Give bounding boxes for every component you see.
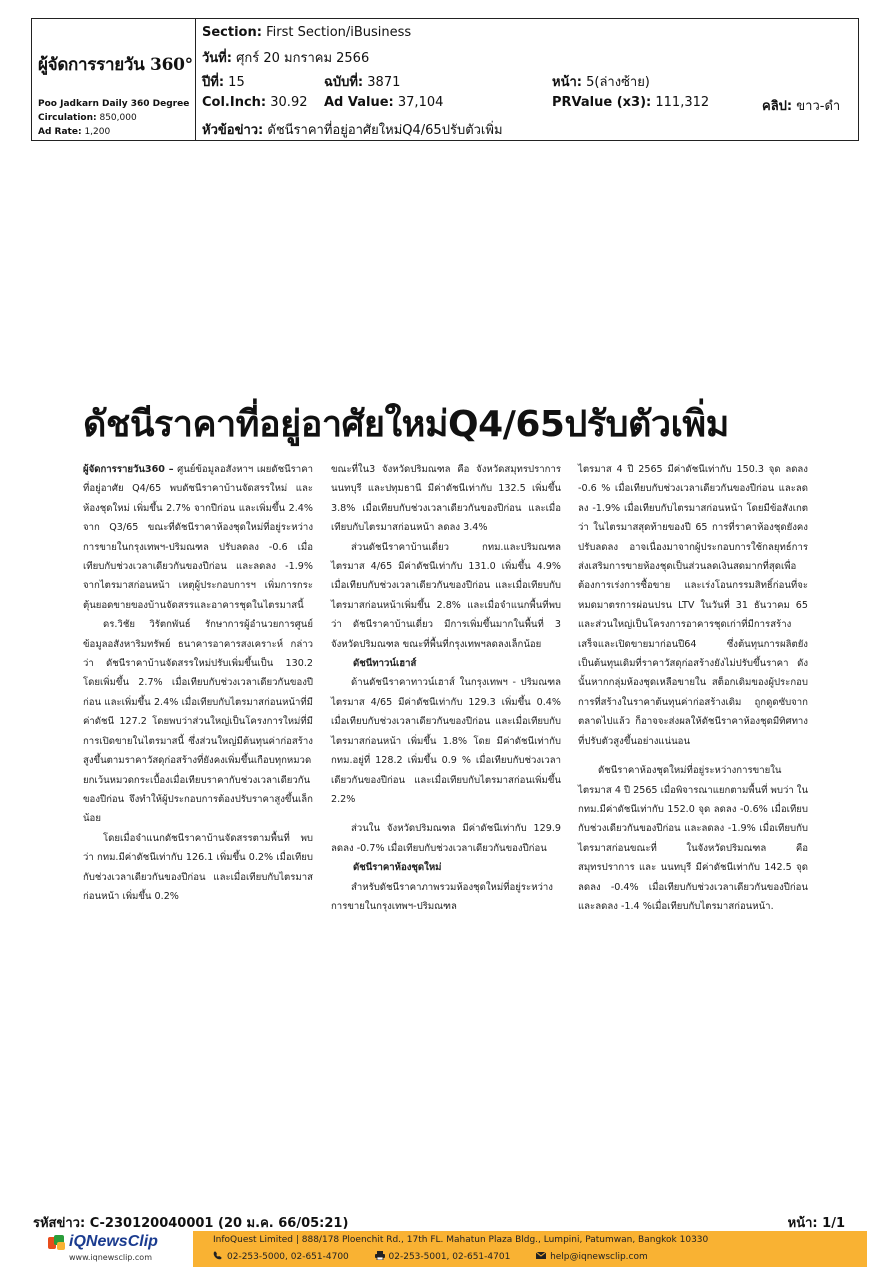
prvalue-field: PRValue (x3): 111,312 bbox=[552, 95, 710, 110]
subheading-condo: ดัชนีราคาห้องชุดใหม่ bbox=[353, 862, 442, 874]
company-address: InfoQuest Limited | 888/178 Ploenchit Rd., 17th FL. Mahatun Plaza Bldg., Lumpini, Patumwan, Bangkok 10330 bbox=[213, 1235, 709, 1245]
fax-icon bbox=[375, 1251, 385, 1260]
paragraph: ไตรมาส 4 ปี 2565 มีค่าดัชนีเท่ากับ 150.3 จุด ลดลง -0.6 % เมื่อเทียบกับช่วงเวลาเดียวกันของปีก่อน และลดลง -1.9% เมื่อเทียบกับไตรมาสก่อนหน้า โดยมีข้อสังเกตว่า ในไตรมาสสุดท้ายของปี 65 การที่ราคาห้องชุดยังคงปรับลดลง อาจเนื่องมาจากผู้ประกอบการใช้กลยุทธ์การส่งเสริมการขายห้องชุดเป็นส่วนลดเงินสดมากที่สุดเพื่อต้องการเร่งการซื้อขาย และเร่งโอนกรรมสิทธิ์ก่อนที่จะหมดมาตรการผ่อนปรน LTV ในวันที่ 31 ธันวาคม 65 และส่วนใหญ่เป็นโครงการอาคารชุดเก่าที่มีการสร้างเสร็จและเปิดขายมาก่อนปี64 ซึ่งต้นทุนการผลิตยังเป็นต้นทุนเดิมที่ราคาวัสดุก่อสร้างยังไม่ปรับขึ้นราคา ดังนั้นหากกลุ่มห้องชุดเหลือขายใน สต็อกเดิมของผู้ประกอบการที่สร้างในราคาต้นทุนค่าก่อสร้างเดิม ถูกดูดซับจากตลาดไปแล้ว ก็อาจจะส่งผลให้ดัชนีราคาห้องชุดมีทิศทางที่ปรับตัวสูงขึ้นอย่างแน่นอน bbox=[578, 464, 808, 747]
clip-logo-icon bbox=[48, 1235, 66, 1251]
page-field: หน้า: 5(ล่างซ้าย) bbox=[552, 75, 650, 90]
paragraph: ดัชนีราคาห้องชุดใหม่ที่อยู่ระหว่างการขายในไตรมาส 4 ปี 2565 เมื่อพิจารณาแยกตามพื้นที่ พบว่า ในกทม.มีค่าดัชนีเท่ากับ 152.0 จุด ลดลง -0.6% เมื่อเทียบกับช่วงเดียวกันของปีก่อน และลดลง -1.9% เมื่อเทียบกับไตรมาสก่อนขณะที่ ในจังหวัดปริมณฑล คือ สมุทรปราการ และ นนทบุรี มีค่าดัชนีเท่ากับ 142.5 จุด ลดลง -0.4% เมื่อเทียบกับช่วงเวลาเดียวกันของปีก่อน และลดลง -1.4 %เมื่อเทียบกับไตรมาสก่อนหน้า. bbox=[578, 765, 809, 912]
iqnewsclip-logo bbox=[33, 1231, 191, 1267]
footer-bar bbox=[33, 1231, 867, 1267]
section-row: Section: First Section/iBusiness bbox=[202, 25, 412, 40]
clip-field: คลิป: ขาว-ดำ bbox=[762, 99, 841, 114]
subheading-townhouse: ดัชนีทาวน์เฮาส์ bbox=[353, 658, 417, 670]
phone-icon bbox=[213, 1251, 223, 1260]
logo-text: iQNewsClip bbox=[69, 1233, 158, 1250]
article-column-3 bbox=[578, 460, 808, 916]
article-column-1 bbox=[83, 460, 313, 906]
article-headline: ดัชนีราคาที่อยู่อาศัยใหม่Q4/65ปรับตัวเพิ่ม bbox=[83, 404, 729, 445]
paragraph: ดร.วิชัย วิรัตกพันธ์ รักษาการผู้อำนวยการศูนย์ข้อมูลอสังหาริมทรัพย์ ธนาคารอาคารสงเคราะห์ กล่าวว่า ดัชนีราคาบ้านจัดสรรใหม่ปรับเพิ่มขึ้นเป็น 130.2 โดยเพิ่มขึ้น 2.7% เมื่อเทียบกับช่วงเวลาเดียวกันของปีก่อน และเพิ่มขึ้น 2.4% เมื่อเทียบกับไตรมาสก่อนหน้าที่มีค่าดัชนี 127.2 โดยพบว่าส่วนใหญ่เป็นโครงการใหม่ที่มีการเปิดขายในไตรมาสนี้ ซึ่งส่วนใหญ่มีต้นทุนค่าก่อสร้างสูงขึ้นตามราคาวัสดุก่อสร้างที่ยังคงเพิ่มขึ้นเกือบทุกหมวดยกเว้นหมวดกระเบื้องเมื่อเทียบราคากับช่วงเวลาเดียวกันของปีก่อน จึงทำให้ผู้ประกอบการต้องปรับราคาสูงขึ้นเล็กน้อย bbox=[83, 619, 313, 825]
phone: 02-253-5000, 02-651-4700 bbox=[227, 1252, 349, 1262]
issue-field: ฉบับที่: 3871 bbox=[324, 75, 401, 90]
email-icon bbox=[536, 1251, 546, 1260]
email[interactable]: help@iqnewsclip.com bbox=[550, 1252, 648, 1262]
paragraph: โดยเมื่อจำแนกดัชนีราคาบ้านจัดสรรตามพื้นที่ พบว่า กทม.มีค่าดัชนีเท่ากับ 126.1 เพิ่มขึ้น 0.2% เมื่อเทียบกับช่วงเวลาเดียวกันของปีก่อน และเมื่อเทียบกับไตรมาสก่อนหน้า เพิ่มขึ้น 0.2% bbox=[83, 832, 313, 902]
publication-english-name: Poo Jadkarn Daily 360 Degree bbox=[38, 99, 190, 109]
paragraph: ด้านดัชนีราคาทาวน์เฮาส์ ในกรุงเทพฯ - ปริมณฑล ไตรมาส 4/65 มีค่าดัชนีเท่ากับ 129.3 เพิ่มขึ้น 0.4% เมื่อเทียบกับช่วงเวลาเดียวกันของปีก่อน และเมื่อเทียบกับไตรมาสก่อนหน้า เพิ่มขึ้น 1.8% โดย มีค่าดัชนีเท่ากับ กทม.อยู่ที่ 128.2 เพิ่มขึ้น 0.9 % เมื่อเทียบกับช่วงเวลาเดียวกันของปีก่อน และเมื่อเทียบกับไตรมาสก่อนเพิ่มขึ้น 2.2% bbox=[331, 677, 561, 805]
paragraph: ผู้จัดการรายวัน360 – ศูนย์ข้อมูลอสังหาฯ เผยดัชนีราคาที่อยู่อาศัย Q4/65 พบดัชนีราคาบ้านจัดสรรใหม่ และ ห้องชุดใหม่ เพิ่มขึ้น 2.7% จากปีก่อน และเพิ่มขึ้น 2.4% จาก Q3/65 ขณะที่ดัชนีราคาห้องชุดใหม่ที่อยู่ระหว่างการขายในกรุงเทพฯ-ปริมณฑล ปรับลดลง -0.6 เมื่อเทียบกับช่วงเวลาเดียวกันของปีก่อน และลดลง -1.9% จากไตรมาสก่อนหน้า เหตุผู้ประกอบการฯ เพิ่มการกระตุ้นยอดขายของบ้านจัดสรรและอาคารชุดในไตรมาสนี้ bbox=[83, 464, 313, 611]
topic-row: หัวข้อข่าว: ดัชนีราคาที่อยู่อาศัยใหม่Q4/65ปรับตัวเพิ่ม bbox=[202, 123, 503, 138]
article-column-2 bbox=[331, 460, 561, 916]
year-field: ปีที่: 15 bbox=[202, 75, 245, 90]
circulation: Circulation: 850,000 bbox=[38, 113, 137, 123]
logo-url[interactable]: www.iqnewsclip.com bbox=[69, 1253, 152, 1262]
paragraph: ขณะที่ใน3 จังหวัดปริมณฑล คือ จังหวัดสมุทรปราการ นนทบุรี และปทุมธานี มีค่าดัชนีเท่ากับ 132.5 เพิ่มขึ้น 3.8% เมื่อเทียบกับช่วงเวลาเดียวกันของปีก่อน และเมื่อเทียบกับไตรมาสก่อนหน้า ลดลง 3.4% bbox=[331, 464, 561, 534]
news-id: รหัสข่าว: C-230120040001 (20 ม.ค. 66/05:21) bbox=[33, 1216, 349, 1231]
clipping-details bbox=[196, 19, 858, 140]
colinch-field: Col.Inch: 30.92 bbox=[202, 95, 308, 110]
contact-strip bbox=[193, 1231, 867, 1267]
ad-rate: Ad Rate: 1,200 bbox=[38, 127, 111, 137]
advalue-field: Ad Value: 37,104 bbox=[324, 95, 444, 110]
clipping-header bbox=[31, 18, 859, 141]
dateline: ผู้จัดการรายวัน360 – bbox=[83, 464, 174, 475]
contact-line bbox=[213, 1251, 648, 1262]
publication-info bbox=[32, 19, 196, 140]
paragraph: ส่วนดัชนีราคาบ้านเดี่ยว กทม.และปริมณฑลไตรมาส 4/65 มีค่าดัชนีเท่ากับ 131.0 เพิ่มขึ้น 4.9% เมื่อเทียบกับช่วงเวลาเดียวกันของปีก่อน และเมื่อเทียบกับไตรมาสก่อนหน้าเพิ่มขึ้น 2.8% และเมื่อจำแนกพื้นที่พบว่า ดัชนีราคาบ้านเดี่ยว มีการเพิ่มขึ้นมากในพื้นที่ 3 จังหวัดปริมณฑล ขณะที่พื้นที่กรุงเทพฯลดลงเล็กน้อย bbox=[331, 541, 561, 650]
publication-name: ผู้จัดการรายวัน 360° bbox=[38, 55, 193, 75]
fax: 02-253-5001, 02-651-4701 bbox=[388, 1252, 511, 1262]
paragraph: สำหรับดัชนีราคาภาพรวมห้องชุดใหม่ที่อยู่ระหว่างการขายในกรุงเทพฯ-ปริมณฑล bbox=[331, 881, 553, 912]
page-count: หน้า: 1/1 bbox=[787, 1216, 845, 1231]
paragraph: ส่วนใน จังหวัดปริมณฑล มีค่าดัชนีเท่ากับ 129.9 ลดลง -0.7% เมื่อเทียบกับช่วงเวลาเดียวกันของปีก่อน bbox=[331, 823, 561, 854]
date-row: วันที่: ศุกร์ 20 มกราคม 2566 bbox=[202, 51, 370, 66]
